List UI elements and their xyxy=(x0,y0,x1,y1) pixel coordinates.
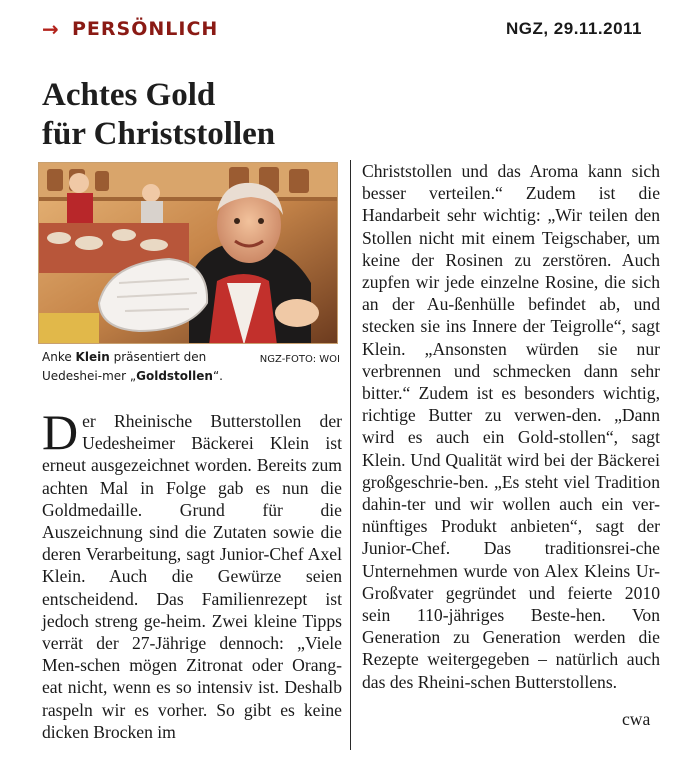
caption-text-start: Anke xyxy=(42,350,76,364)
author-signature: cwa xyxy=(622,709,651,729)
drop-cap: D xyxy=(42,404,79,460)
caption-text-end: “. xyxy=(212,369,223,383)
section-label: PERSÖNLICH xyxy=(72,18,219,40)
headline-line-1: Achtes Gold xyxy=(42,77,216,113)
article-paragraph-1 xyxy=(42,404,342,743)
column-2-text: Christstollen und das Aroma kann sich besser verteilen.“ Zudem ist die Handarbeit sehr wichtig: „Wir teilen den Stollen nicht mit einem Teigschaber, um keine der Rosinen zu zerstören. Auch zupfen wir jede einzelne Rosine, die sich an der Au-ßenhülle befindet ab, und stecken sie ins Innere der Teigrolle“, sagt Klein. „Ansonsten würden sie nur verbrennen und schmecken dann sehr bitter.“ Zudem ist es besonders wichtig, richtige Butter zu verwen-den. „Dann wird es auch ein Gold-stollen“, sagt Klein. Und Qualität wird bei der Bäckerei großgeschrie-ben. „Es steht viel Tradition dahin-ter und wir wollen auch ein ver-nünftiges Produkt anbieten“, sagt der Junior-Chef. Das traditionsrei-che Unternehmen wurde von Alex Kleins Ur-Großvater gegründet und feierte 2010 sein 110-jähriges Beste-hen. Von Generation zu Generation werden die Rezepte weitergegeben – natürlich auch das des Rheini-schen Butterstollens. xyxy=(362,161,660,692)
article-photo xyxy=(38,162,338,344)
bakery-photo-illustration xyxy=(39,163,338,344)
page-header xyxy=(42,16,652,42)
photo-caption xyxy=(42,348,340,386)
source-date: NGZ, 29.11.2011 xyxy=(505,19,642,38)
caption-name: Klein xyxy=(75,350,110,364)
article-column-1 xyxy=(42,404,342,743)
arrow-right-icon: → xyxy=(42,17,59,41)
headline xyxy=(42,76,342,154)
photo-credit: NGZ-FOTO: WOI xyxy=(259,354,340,365)
caption-product: Goldstollen xyxy=(136,369,213,383)
headline-line-2: für Christstollen xyxy=(42,116,276,152)
caption-text-middle: präsentiert den Uedeshei-mer „ xyxy=(42,350,207,383)
column-divider xyxy=(350,160,351,750)
article-column-2 xyxy=(362,160,660,693)
column-1-text: er Rheinische Butterstollen der Uedesheimer Bäckerei Klein ist erneut ausgezeichnet worden. Bereits zum achten Mal in Folge gab es nun die Goldmedaille. Grund für die Auszeichnung sind die Zutaten sowie die deren Verarbeitung, sagt Junior-Chef Axel Klein. Auch die Gewürze seien entscheidend. Das Familienrezept ist jedoch streng ge-heim. Zwei kleine Tipps verrät der 27-Jährige dennoch: „Viele Men-schen mögen Zitronat oder Orang-eat nicht, wenn es so intensiv ist. Deshalb raspeln wir es vorher. So gibt es keine dicken Brocken im xyxy=(42,411,342,742)
